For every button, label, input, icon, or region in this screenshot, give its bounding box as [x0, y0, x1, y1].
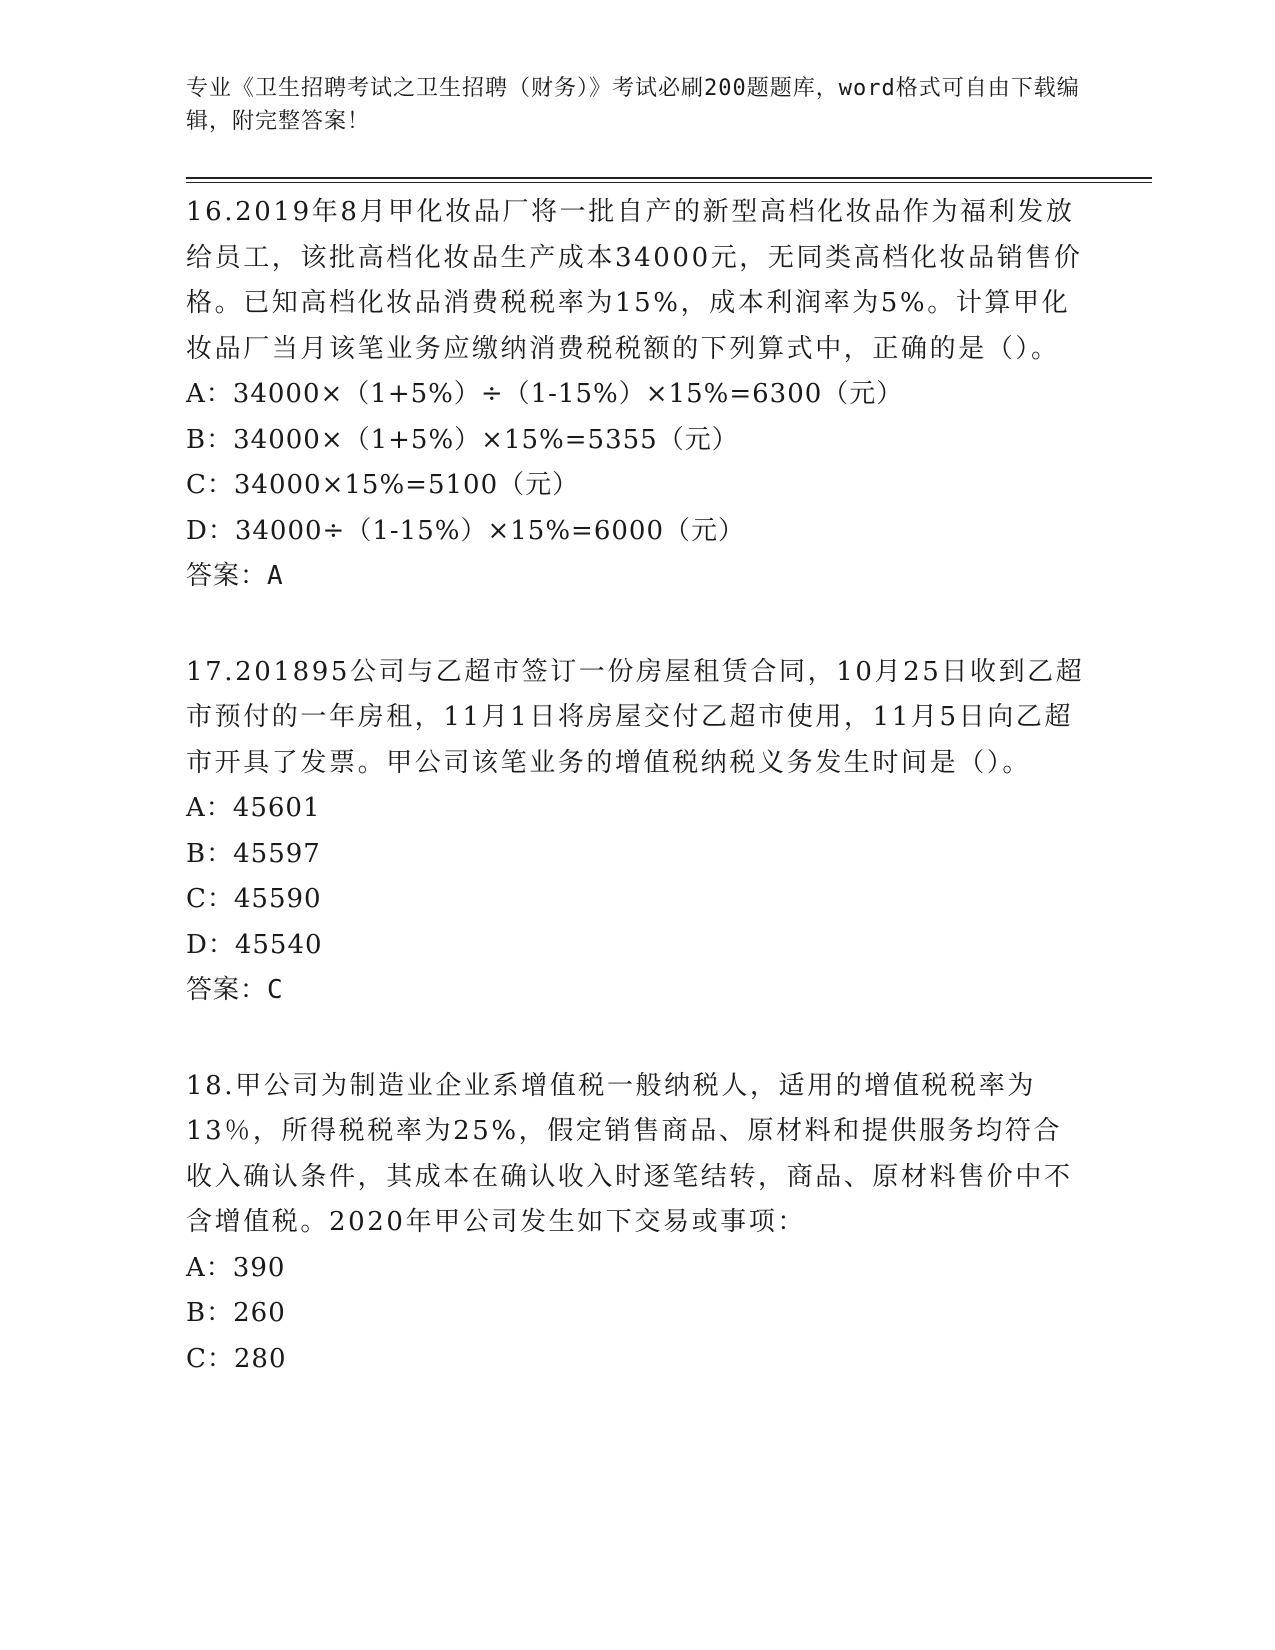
- option-a: A：34000×（1+5%）÷（1-15%）×15%=6300（元）: [186, 379, 904, 409]
- option-list: [186, 1246, 1086, 1383]
- question-list: [186, 190, 1086, 1432]
- question-16: [186, 190, 1086, 600]
- option-c: C：34000×15%=5100（元）: [186, 470, 580, 500]
- option-b: B：260: [186, 1298, 286, 1328]
- question-17: [186, 650, 1086, 1014]
- option-d: D：34000÷（1-15%）×15%=6000（元）: [186, 515, 745, 546]
- option-a: A：45601: [186, 793, 321, 823]
- option-b: B：45597: [186, 838, 321, 869]
- option-a: A：390: [186, 1252, 286, 1283]
- option-b: B：34000×（1+5%）×15%=5355（元）: [186, 424, 739, 455]
- answer-label: 答案：A: [186, 561, 284, 591]
- document-header: 专业《卫生招聘考试之卫生招聘（财务）》考试必刷200题题库，word格式可自由下载编辑，附完整答案！: [186, 76, 1080, 134]
- option-list: [186, 372, 1086, 554]
- question-stem: 18.甲公司为制造业企业系增值税一般纳税人，适用的增值税税率为13％，所得税税率为25%，假定销售商品、原材料和提供服务均符合收入确认条件，其成本在确认收入时逐笔结转，商品、原材料售价中不含增值税。2020年甲公司发生如下交易或事项：: [186, 1070, 1073, 1237]
- header-divider: [186, 177, 1152, 183]
- question-stem: 17.201895公司与乙超市签订一份房屋租赁合同，10月25日收到乙超市预付的一年房租，11月1日将房屋交付乙超市使用，11月5日向乙超市开具了发票。甲公司该笔业务的增值税纳税义务发生时间是（）。: [186, 656, 1085, 778]
- option-d: D：45540: [186, 929, 323, 960]
- option-c: C：280: [186, 1343, 287, 1374]
- question-stem: 16.2019年8月甲化妆品厂将一批自产的新型高档化妆品作为福利发放给员工，该批高档化妆品生产成本34000元，无同类高档化妆品销售价格。已知高档化妆品消费税税率为15%，成本利润率为5%。计算甲化妆品厂当月该笔业务应缴纳消费税税额的下列算式中，正确的是（）。: [186, 197, 1083, 364]
- answer-label: 答案：C: [186, 975, 284, 1005]
- option-list: [186, 786, 1086, 968]
- question-18: [186, 1064, 1086, 1383]
- option-c: C：45590: [186, 884, 322, 914]
